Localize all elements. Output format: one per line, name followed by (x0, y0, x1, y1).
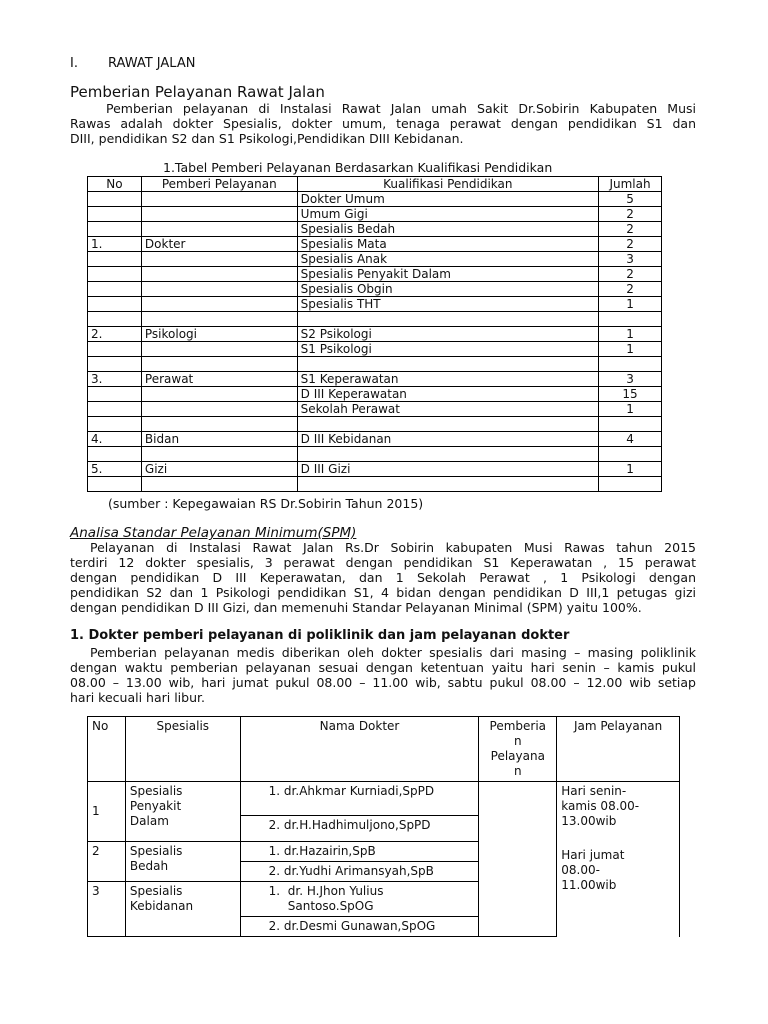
cell-no (88, 447, 142, 462)
row-no: 1 (88, 782, 126, 842)
cell-no (88, 402, 142, 417)
cell-no (88, 312, 142, 327)
cell-kualifikasi: Sekolah Perawat (297, 402, 598, 417)
analysis-line: dengan pendidikan D III Gizi, dan memenuhi Standar Pelayanan Minimal (SPM) yaitu 100%. (70, 600, 642, 615)
cell-pemberi: Dokter (141, 237, 297, 252)
cell-kualifikasi: Spesialis Bedah (297, 222, 598, 237)
cell-kualifikasi (297, 357, 598, 372)
section1-title: 1. Dokter pemberi pelayanan di poliklinik dan jam pelayanan dokter (70, 628, 570, 643)
heading-number: I. (70, 56, 78, 71)
header-nama-dokter: Nama Dokter (240, 717, 479, 782)
table-row (88, 782, 680, 816)
cell-kualifikasi: S2 Psikologi (297, 327, 598, 342)
table-row (88, 372, 662, 387)
cell-kualifikasi: D III Gizi (297, 462, 598, 477)
doctor-name: 1. dr. H.Jhon Yulius Santoso.SpOG (240, 882, 479, 917)
header-jam: Jam Pelayanan (557, 717, 680, 782)
table-row (88, 282, 662, 297)
row-spesialis: Spesialis Bedah (125, 842, 240, 882)
doctor-name: 1. dr.Ahkmar Kurniadi,SpPD (240, 782, 479, 816)
cell-jumlah (599, 312, 662, 327)
analysis-line: Pelayanan di Instalasi Rawat Jalan Rs.Dr Sobirin kabupaten Musi Rawas tahun 2015 (90, 540, 696, 555)
cell-pemberi (141, 417, 297, 432)
section1-line: dengan waktu pemberian pelayanan sesuai dengan ketentuan yaitu hari senin – kamis pukul (70, 660, 696, 675)
cell-no (88, 192, 142, 207)
intro-paragraph (70, 101, 696, 146)
table1-caption: 1.Tabel Pemberi Pelayanan Berdasarkan Kualifikasi Pendidikan (163, 160, 553, 175)
jam-cell (557, 782, 680, 937)
table-row (88, 402, 662, 417)
cell-jumlah: 1 (599, 297, 662, 312)
cell-jumlah: 2 (599, 222, 662, 237)
cell-no (88, 252, 142, 267)
cell-no (88, 357, 142, 372)
cell-jumlah: 3 (599, 252, 662, 267)
table-row (88, 222, 662, 237)
cell-jumlah: 2 (599, 207, 662, 222)
cell-kualifikasi: Spesialis Penyakit Dalam (297, 267, 598, 282)
header-kualifikasi: Kualifikasi Pendidikan (297, 177, 598, 192)
section1-paragraph (70, 645, 696, 705)
cell-no (88, 222, 142, 237)
cell-kualifikasi: Dokter Umum (297, 192, 598, 207)
table-row (88, 417, 662, 432)
cell-no: 3. (88, 372, 142, 387)
cell-jumlah: 1 (599, 342, 662, 357)
cell-jumlah: 2 (599, 237, 662, 252)
cell-kualifikasi (297, 417, 598, 432)
cell-pemberi (141, 387, 297, 402)
cell-pemberi (141, 222, 297, 237)
cell-jumlah: 1 (599, 402, 662, 417)
cell-kualifikasi: Spesialis THT (297, 297, 598, 312)
table-row (88, 387, 662, 402)
cell-pemberi: Gizi (141, 462, 297, 477)
table-row (88, 207, 662, 222)
cell-pemberi (141, 402, 297, 417)
row-no: 2 (88, 842, 126, 882)
cell-no (88, 477, 142, 492)
table-row (88, 357, 662, 372)
section1-line: hari kecuali hari libur. (70, 690, 205, 705)
cell-no: 5. (88, 462, 142, 477)
header-pemberian: Pemberia n Pelayana n (479, 717, 557, 782)
cell-kualifikasi: Umum Gigi (297, 207, 598, 222)
row-spesialis: Spesialis Kebidanan (125, 882, 240, 937)
header-pemberi: Pemberi Pelayanan (141, 177, 297, 192)
subtitle: Pemberian Pelayanan Rawat Jalan (70, 83, 325, 101)
cell-no (88, 342, 142, 357)
cell-pemberi (141, 312, 297, 327)
cell-no: 2. (88, 327, 142, 342)
cell-jumlah: 1 (599, 327, 662, 342)
table-row (88, 312, 662, 327)
cell-no: 1. (88, 237, 142, 252)
cell-no (88, 297, 142, 312)
cell-pemberi (141, 357, 297, 372)
cell-pemberi (141, 267, 297, 282)
cell-jumlah: 15 (599, 387, 662, 402)
cell-no (88, 282, 142, 297)
analysis-line: pendidikan S2 dan 1 Psikologi pendidikan S1, 4 bidan dengan pendidikan D III,1 petugas gizi (70, 585, 696, 600)
doctor-name: 2. dr.Yudhi Arimansyah,SpB (240, 862, 479, 882)
cell-pemberi (141, 282, 297, 297)
cell-pemberi (141, 342, 297, 357)
cell-jumlah (599, 417, 662, 432)
cell-kualifikasi: S1 Keperawatan (297, 372, 598, 387)
table-row (88, 192, 662, 207)
jam-friday: Hari jumat 08.00- 11.00wib (561, 848, 625, 892)
cell-jumlah (599, 477, 662, 492)
jam-weekday: Hari senin- kamis 08.00- 13.00wib (561, 784, 640, 828)
header-no: No (88, 177, 142, 192)
intro-line: DIII, pendidikan S2 dan S1 Psikologi,Pendidikan DIII Kebidanan. (70, 131, 464, 146)
cell-pemberi (141, 447, 297, 462)
doctor-name: 2. dr.Desmi Gunawan,SpOG (240, 917, 479, 937)
table-header-row (88, 177, 662, 192)
cell-jumlah: 4 (599, 432, 662, 447)
row-no: 3 (88, 882, 126, 937)
cell-pemberi (141, 252, 297, 267)
cell-kualifikasi (297, 312, 598, 327)
cell-jumlah: 2 (599, 282, 662, 297)
table-row (88, 267, 662, 282)
header-no: No (88, 717, 126, 782)
doctor-schedule-table (87, 716, 680, 937)
table-row (88, 462, 662, 477)
section1-line: Pemberian pelayanan medis diberikan oleh dokter spesialis dari masing – masing poliklinik (90, 645, 696, 660)
cell-jumlah: 1 (599, 462, 662, 477)
cell-kualifikasi: D III Kebidanan (297, 432, 598, 447)
qualification-table (87, 176, 662, 492)
cell-pemberi: Psikologi (141, 327, 297, 342)
analysis-line: terdiri 12 dokter spesialis, 3 perawat dengan pendidikan S1 Keperawatan , 15 perawat (70, 555, 696, 570)
analysis-paragraph (70, 540, 696, 615)
cell-no (88, 417, 142, 432)
analysis-line: dengan pendidikan D III Keperawatan, dan 1 Sekolah Perawat , 1 Psikologi dengan (70, 570, 696, 585)
analysis-title: Analisa Standar Pelayanan Minimum(SPM) (70, 525, 357, 541)
header-jumlah: Jumlah (599, 177, 662, 192)
pemberian-cell (479, 782, 557, 937)
cell-no (88, 267, 142, 282)
cell-kualifikasi: Spesialis Obgin (297, 282, 598, 297)
doctor-name: 2. dr.H.Hadhimuljono,SpPD (240, 816, 479, 842)
cell-jumlah (599, 357, 662, 372)
cell-kualifikasi (297, 447, 598, 462)
cell-pemberi (141, 207, 297, 222)
cell-pemberi: Bidan (141, 432, 297, 447)
table-header-row (88, 717, 680, 782)
cell-jumlah (599, 447, 662, 462)
row-spesialis: Spesialis Penyakit Dalam (125, 782, 240, 842)
cell-kualifikasi (297, 477, 598, 492)
section1-line: 08.00 – 13.00 wib, hari jumat pukul 08.00 – 11.00 wib, sabtu pukul 08.00 – 12.00 wib setiap (70, 675, 696, 690)
table-row (88, 327, 662, 342)
cell-jumlah: 2 (599, 267, 662, 282)
cell-kualifikasi: Spesialis Anak (297, 252, 598, 267)
cell-kualifikasi: D III Keperawatan (297, 387, 598, 402)
section-heading: RAWAT JALAN (108, 56, 196, 71)
table-row (88, 342, 662, 357)
doctor-name: 1. dr.Hazairin,SpB (240, 842, 479, 862)
cell-jumlah: 3 (599, 372, 662, 387)
cell-pemberi (141, 477, 297, 492)
intro-line: Rawas adalah dokter Spesialis, dokter umum, tenaga perawat dengan pendidikan S1 dan (70, 116, 696, 131)
table-row (88, 477, 662, 492)
cell-kualifikasi: S1 Psikologi (297, 342, 598, 357)
cell-no (88, 387, 142, 402)
cell-jumlah: 5 (599, 192, 662, 207)
cell-kualifikasi: Spesialis Mata (297, 237, 598, 252)
table-row (88, 237, 662, 252)
intro-line: Pemberian pelayanan di Instalasi Rawat Jalan umah Sakit Dr.Sobirin Kabupaten Musi (106, 101, 696, 116)
cell-pemberi (141, 192, 297, 207)
header-spesialis: Spesialis (125, 717, 240, 782)
table-row (88, 447, 662, 462)
cell-no: 4. (88, 432, 142, 447)
table1-source: (sumber : Kepegawaian RS Dr.Sobirin Tahun 2015) (108, 496, 424, 511)
cell-pemberi (141, 297, 297, 312)
table-row (88, 297, 662, 312)
cell-pemberi: Perawat (141, 372, 297, 387)
table-row (88, 432, 662, 447)
cell-no (88, 207, 142, 222)
table-row (88, 252, 662, 267)
